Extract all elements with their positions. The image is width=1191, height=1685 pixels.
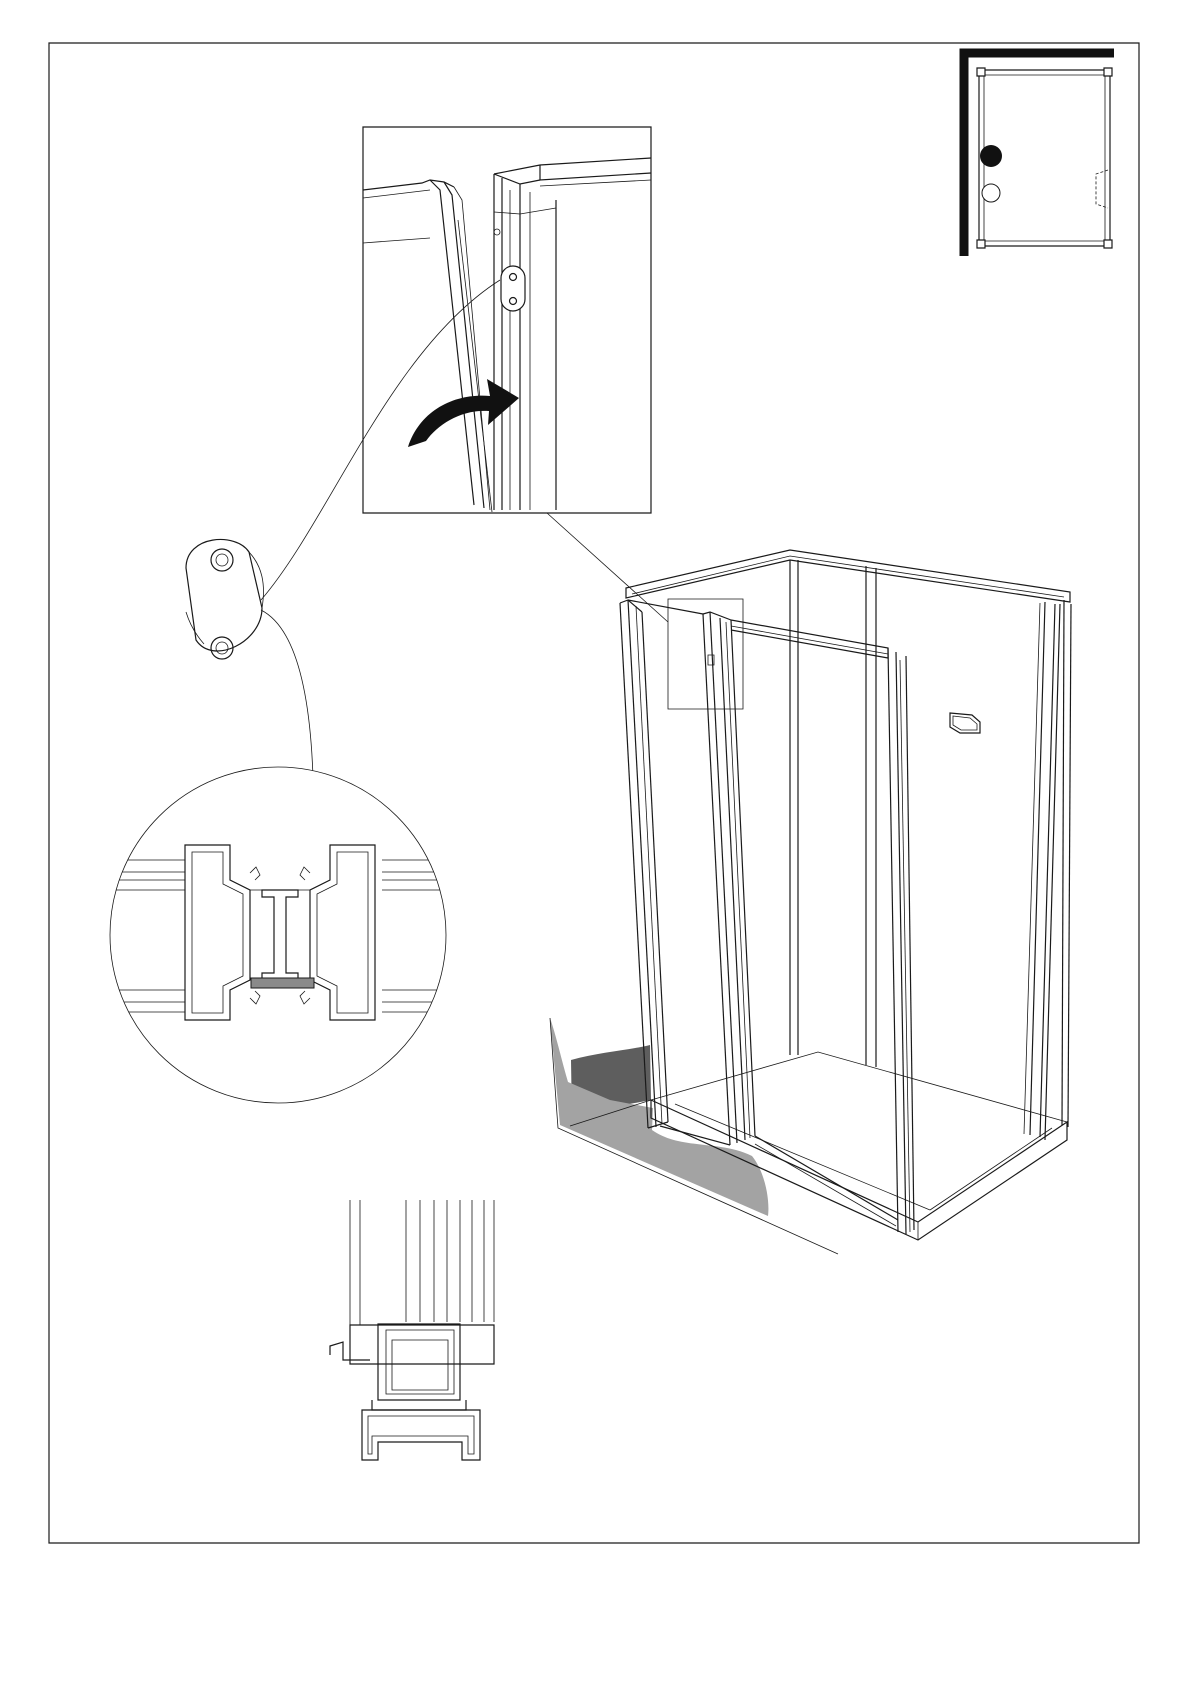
- next-position-marker-icon: [982, 184, 1000, 202]
- seal-strip: [251, 978, 314, 988]
- location-inset: [964, 53, 1114, 256]
- active-position-marker-icon: [980, 145, 1002, 167]
- bottom-profile: [330, 1200, 494, 1460]
- connector-plate: [186, 539, 263, 659]
- enclosure: [550, 550, 1071, 1254]
- leader-detail-to-enclosure: [547, 513, 668, 622]
- top-detail: [363, 127, 651, 513]
- section-detail: [110, 767, 450, 1103]
